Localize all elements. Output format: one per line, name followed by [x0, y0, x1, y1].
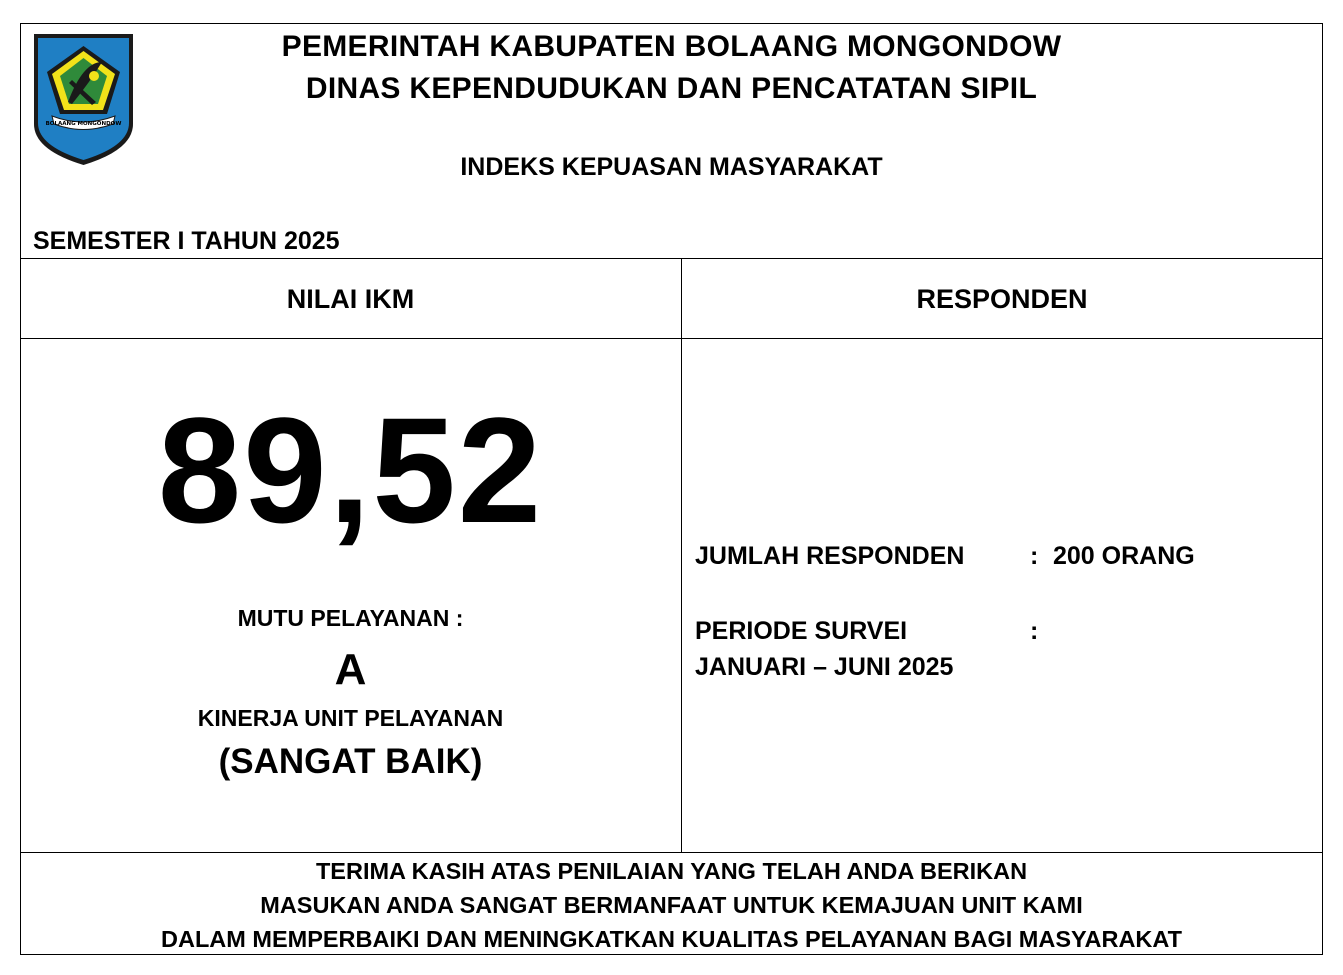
column-header-responden: RESPONDEN — [916, 284, 1088, 314]
periode-survei-value: JANUARI – JUNI 2025 — [695, 653, 954, 681]
divider-vertical — [681, 258, 682, 852]
page-title: INDEKS KEPUASAN MASYARAKAT — [460, 153, 883, 181]
ikm-score: 89,52 — [157, 386, 544, 554]
mutu-label: MUTU PELAYANAN : — [237, 605, 464, 631]
header-line1: PEMERINTAH KABUPATEN BOLAANG MONGONDOW — [281, 30, 1062, 63]
svg-text:BOLAANG MONGONDOW: BOLAANG MONGONDOW — [45, 121, 122, 127]
kinerja-label: KINERJA UNIT PELAYANAN — [197, 705, 504, 731]
divider-footer — [20, 852, 1323, 853]
jumlah-responden-value: 200 ORANG — [1053, 542, 1195, 570]
jumlah-responden-colon: : — [1030, 542, 1039, 570]
kinerja-value: (SANGAT BAIK) — [218, 742, 483, 781]
footer-line1: TERIMA KASIH ATAS PENILAIAN YANG TELAH ANDA BERIKAN — [315, 858, 1028, 884]
divider-header — [20, 258, 1323, 259]
semester-label: SEMESTER I TAHUN 2025 — [33, 227, 340, 255]
header-line2: DINAS KEPENDUDUKAN DAN PENCATATAN SIPIL — [305, 72, 1038, 105]
periode-survei-label: PERIODE SURVEI — [695, 617, 908, 645]
mutu-grade: A — [334, 645, 367, 694]
periode-survei-colon: : — [1030, 617, 1039, 645]
footer-line3: DALAM MEMPERBAIKI DAN MENINGKATKAN KUALITAS PELAYANAN BAGI MASYARAKAT — [161, 926, 1182, 952]
divider-columns — [20, 338, 1323, 339]
footer-line2: MASUKAN ANDA SANGAT BERMANFAAT UNTUK KEMAJUAN UNIT KAMI — [260, 892, 1083, 918]
jumlah-responden-label: JUMLAH RESPONDEN — [695, 542, 965, 570]
column-header-nilai-ikm: NILAI IKM — [286, 284, 415, 314]
